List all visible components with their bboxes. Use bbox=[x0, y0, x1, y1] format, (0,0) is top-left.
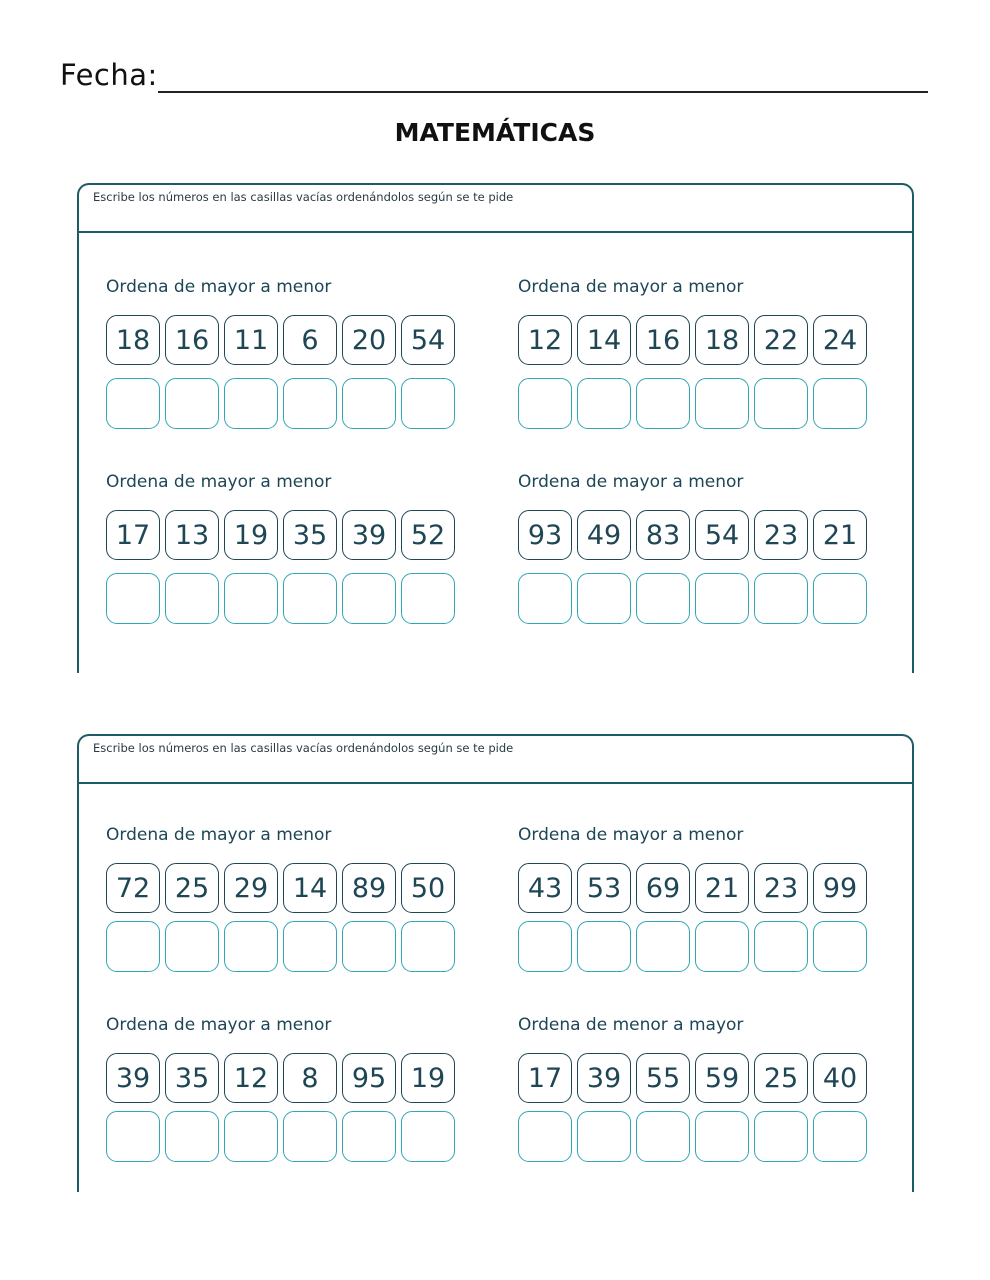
answer-box[interactable] bbox=[813, 921, 867, 972]
section-border-right bbox=[912, 231, 914, 673]
answer-box[interactable] bbox=[342, 378, 396, 429]
section-divider bbox=[77, 782, 914, 784]
number-box: 12 bbox=[224, 1053, 278, 1103]
section-instruction: Escribe los números en las casillas vacías ordenándolos según se te pide bbox=[93, 741, 514, 755]
answer-box[interactable] bbox=[695, 1111, 749, 1162]
number-box: 72 bbox=[106, 863, 160, 913]
number-box: 8 bbox=[283, 1053, 337, 1103]
number-box: 16 bbox=[636, 315, 690, 365]
answer-box[interactable] bbox=[754, 1111, 808, 1162]
number-box: 20 bbox=[342, 315, 396, 365]
number-box: 21 bbox=[813, 510, 867, 560]
number-box: 6 bbox=[283, 315, 337, 365]
number-box: 29 bbox=[224, 863, 278, 913]
answer-box[interactable] bbox=[813, 1111, 867, 1162]
answer-box[interactable] bbox=[224, 921, 278, 972]
answer-box[interactable] bbox=[224, 378, 278, 429]
answer-box[interactable] bbox=[754, 573, 808, 624]
exercise-instruction: Ordena de mayor a menor bbox=[518, 825, 744, 845]
number-box: 35 bbox=[283, 510, 337, 560]
answer-box[interactable] bbox=[518, 921, 572, 972]
exercise-instruction: Ordena de mayor a menor bbox=[106, 277, 332, 297]
number-box: 23 bbox=[754, 510, 808, 560]
number-row bbox=[106, 1053, 455, 1103]
answer-box[interactable] bbox=[106, 378, 160, 429]
number-box: 16 bbox=[165, 315, 219, 365]
section-border-left bbox=[77, 231, 79, 673]
exercise-instruction: Ordena de mayor a menor bbox=[518, 277, 744, 297]
answer-box[interactable] bbox=[342, 573, 396, 624]
number-box: 53 bbox=[577, 863, 631, 913]
answer-box[interactable] bbox=[695, 378, 749, 429]
exercise-instruction: Ordena de menor a mayor bbox=[518, 1015, 744, 1035]
answer-box[interactable] bbox=[518, 573, 572, 624]
number-box: 39 bbox=[577, 1053, 631, 1103]
answer-box[interactable] bbox=[636, 573, 690, 624]
number-row bbox=[518, 315, 867, 365]
answer-box[interactable] bbox=[165, 1111, 219, 1162]
number-box: 54 bbox=[401, 315, 455, 365]
exercise-instruction: Ordena de mayor a menor bbox=[518, 472, 744, 492]
answer-box[interactable] bbox=[695, 921, 749, 972]
exercise-instruction: Ordena de mayor a menor bbox=[106, 1015, 332, 1035]
number-box: 19 bbox=[224, 510, 278, 560]
number-box: 43 bbox=[518, 863, 572, 913]
answer-box[interactable] bbox=[813, 573, 867, 624]
answer-box[interactable] bbox=[342, 1111, 396, 1162]
page-title: MATEMÁTICAS bbox=[394, 118, 596, 147]
number-box: 17 bbox=[106, 510, 160, 560]
section-instruction: Escribe los números en las casillas vacías ordenándolos según se te pide bbox=[93, 190, 514, 204]
number-box: 99 bbox=[813, 863, 867, 913]
answer-box[interactable] bbox=[224, 1111, 278, 1162]
answer-box[interactable] bbox=[636, 378, 690, 429]
answer-box[interactable] bbox=[165, 573, 219, 624]
exercise-instruction: Ordena de mayor a menor bbox=[106, 472, 332, 492]
answer-row bbox=[106, 1111, 455, 1162]
number-box: 23 bbox=[754, 863, 808, 913]
answer-box[interactable] bbox=[636, 921, 690, 972]
number-row bbox=[518, 510, 867, 560]
number-box: 22 bbox=[754, 315, 808, 365]
answer-box[interactable] bbox=[401, 378, 455, 429]
number-box: 19 bbox=[401, 1053, 455, 1103]
answer-row bbox=[106, 921, 455, 972]
number-box: 59 bbox=[695, 1053, 749, 1103]
number-box: 93 bbox=[518, 510, 572, 560]
answer-box[interactable] bbox=[106, 573, 160, 624]
answer-box[interactable] bbox=[283, 921, 337, 972]
exercise-section bbox=[77, 734, 914, 1192]
number-box: 40 bbox=[813, 1053, 867, 1103]
number-box: 21 bbox=[695, 863, 749, 913]
number-row bbox=[106, 510, 455, 560]
answer-row bbox=[518, 573, 867, 624]
answer-box[interactable] bbox=[224, 573, 278, 624]
number-box: 55 bbox=[636, 1053, 690, 1103]
answer-box[interactable] bbox=[283, 573, 337, 624]
number-box: 69 bbox=[636, 863, 690, 913]
number-box: 49 bbox=[577, 510, 631, 560]
answer-box[interactable] bbox=[342, 921, 396, 972]
answer-box[interactable] bbox=[165, 378, 219, 429]
answer-box[interactable] bbox=[106, 1111, 160, 1162]
number-box: 35 bbox=[165, 1053, 219, 1103]
answer-row bbox=[106, 378, 455, 429]
answer-row bbox=[518, 1111, 867, 1162]
answer-box[interactable] bbox=[518, 378, 572, 429]
number-box: 17 bbox=[518, 1053, 572, 1103]
answer-box[interactable] bbox=[577, 921, 631, 972]
number-box: 12 bbox=[518, 315, 572, 365]
answer-box[interactable] bbox=[813, 378, 867, 429]
date-line[interactable] bbox=[158, 91, 928, 93]
number-box: 89 bbox=[342, 863, 396, 913]
answer-box[interactable] bbox=[283, 378, 337, 429]
number-box: 95 bbox=[342, 1053, 396, 1103]
number-box: 14 bbox=[283, 863, 337, 913]
answer-box[interactable] bbox=[695, 573, 749, 624]
number-row bbox=[106, 315, 455, 365]
answer-box[interactable] bbox=[754, 921, 808, 972]
answer-box[interactable] bbox=[636, 1111, 690, 1162]
number-row bbox=[518, 1053, 867, 1103]
number-box: 18 bbox=[695, 315, 749, 365]
number-box: 83 bbox=[636, 510, 690, 560]
number-box: 14 bbox=[577, 315, 631, 365]
answer-box[interactable] bbox=[401, 921, 455, 972]
answer-box[interactable] bbox=[518, 1111, 572, 1162]
answer-box[interactable] bbox=[577, 573, 631, 624]
section-divider bbox=[77, 231, 914, 233]
number-box: 39 bbox=[106, 1053, 160, 1103]
number-box: 24 bbox=[813, 315, 867, 365]
answer-box[interactable] bbox=[106, 921, 160, 972]
answer-box[interactable] bbox=[401, 573, 455, 624]
answer-box[interactable] bbox=[577, 1111, 631, 1162]
number-box: 52 bbox=[401, 510, 455, 560]
number-box: 54 bbox=[695, 510, 749, 560]
number-box: 11 bbox=[224, 315, 278, 365]
date-label: Fecha: bbox=[60, 58, 158, 92]
section-border-left bbox=[77, 782, 79, 1192]
answer-box[interactable] bbox=[283, 1111, 337, 1162]
answer-box[interactable] bbox=[577, 378, 631, 429]
number-box: 18 bbox=[106, 315, 160, 365]
answer-box[interactable] bbox=[165, 921, 219, 972]
answer-box[interactable] bbox=[754, 378, 808, 429]
number-box: 39 bbox=[342, 510, 396, 560]
number-box: 50 bbox=[401, 863, 455, 913]
section-border-right bbox=[912, 782, 914, 1192]
exercise-section bbox=[77, 183, 914, 673]
answer-row bbox=[518, 921, 867, 972]
number-box: 25 bbox=[165, 863, 219, 913]
number-box: 25 bbox=[754, 1053, 808, 1103]
number-row bbox=[106, 863, 455, 913]
exercise-instruction: Ordena de mayor a menor bbox=[106, 825, 332, 845]
number-box: 13 bbox=[165, 510, 219, 560]
answer-box[interactable] bbox=[401, 1111, 455, 1162]
answer-row bbox=[518, 378, 867, 429]
answer-row bbox=[106, 573, 455, 624]
number-row bbox=[518, 863, 867, 913]
